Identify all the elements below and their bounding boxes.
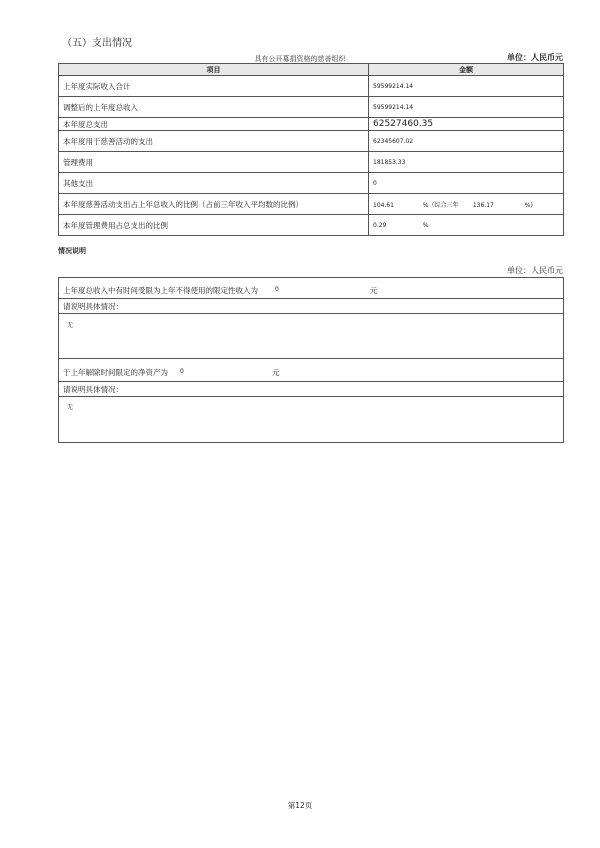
unit-label: 单位：人民币元	[507, 53, 563, 62]
header-item: 项目	[59, 64, 369, 76]
released-assets-unit: 元	[272, 368, 280, 377]
section-title: （五）支出情况	[62, 38, 132, 49]
ratio-cell	[369, 194, 564, 215]
page-number: 第12页	[287, 801, 313, 810]
mgmt-ratio-cell	[369, 215, 564, 236]
notes-unit-label: 单位：人民币元	[507, 266, 563, 275]
row-value: 59599214.14	[369, 97, 564, 118]
row-value: 59599214.14	[369, 76, 564, 97]
row-label: 其他支出	[59, 173, 369, 194]
detail-prompt-2: 请说明具体情况：	[63, 385, 123, 394]
header-amount: 金额	[369, 64, 564, 76]
mgmt-ratio-label: 本年度管理费用占总支出的比例	[59, 215, 369, 236]
ratio-value: 104.61	[373, 201, 394, 209]
detail-text-2: 无	[67, 404, 74, 411]
divider	[59, 381, 563, 382]
row-label: 本年度总支出	[59, 118, 369, 131]
table-row	[59, 215, 564, 236]
restricted-income-value: 0	[275, 286, 279, 293]
row-label: 上年度实际收入合计	[59, 76, 369, 97]
mgmt-ratio-percent: %	[422, 221, 429, 229]
released-assets-label: 于上年解除时间限定的净资产为	[63, 368, 168, 377]
table-header-row	[59, 64, 564, 76]
mgmt-ratio-value: 0.29	[373, 221, 387, 229]
ratio-percent-open: %（综合三年	[422, 201, 459, 209]
table-row	[59, 97, 564, 118]
ratio-label: 本年度慈善活动支出占上年总收入的比例（占前三年收入平均数的比例）	[59, 194, 369, 215]
three-year-value: 136.17	[472, 201, 494, 209]
detail-text-1: 无	[67, 322, 74, 329]
row-value: 62527460.35	[369, 118, 564, 131]
restricted-income-label: 上年度总收入中有时间受限为上年不得使用的限定性收入为	[63, 286, 258, 295]
row-label: 本年度用于慈善活动的支出	[59, 131, 369, 152]
divider	[59, 358, 563, 359]
table-row	[59, 152, 564, 173]
restricted-income-unit: 元	[370, 286, 378, 295]
divider	[59, 298, 563, 299]
row-value: 62345607.02	[369, 131, 564, 152]
row-value: 181853.33	[369, 152, 564, 173]
expenditure-table	[58, 63, 564, 236]
table-caption: 具有公开募捐资格的慈善组织	[254, 55, 346, 63]
divider	[59, 313, 563, 314]
table-row	[59, 118, 564, 131]
detail-prompt-1: 请说明具体情况：	[63, 302, 123, 311]
released-assets-value: 0	[180, 368, 184, 375]
row-value: 0	[369, 173, 564, 194]
row-label: 管理费用	[59, 152, 369, 173]
notes-box	[58, 277, 564, 443]
table-row	[59, 194, 564, 215]
table-row	[59, 76, 564, 97]
divider	[59, 396, 563, 397]
ratio-percent-close: %)	[524, 201, 533, 209]
row-label: 调整后的上年度总收入	[59, 97, 369, 118]
notes-title: 情况说明	[58, 247, 86, 255]
table-row	[59, 131, 564, 152]
table-row	[59, 173, 564, 194]
